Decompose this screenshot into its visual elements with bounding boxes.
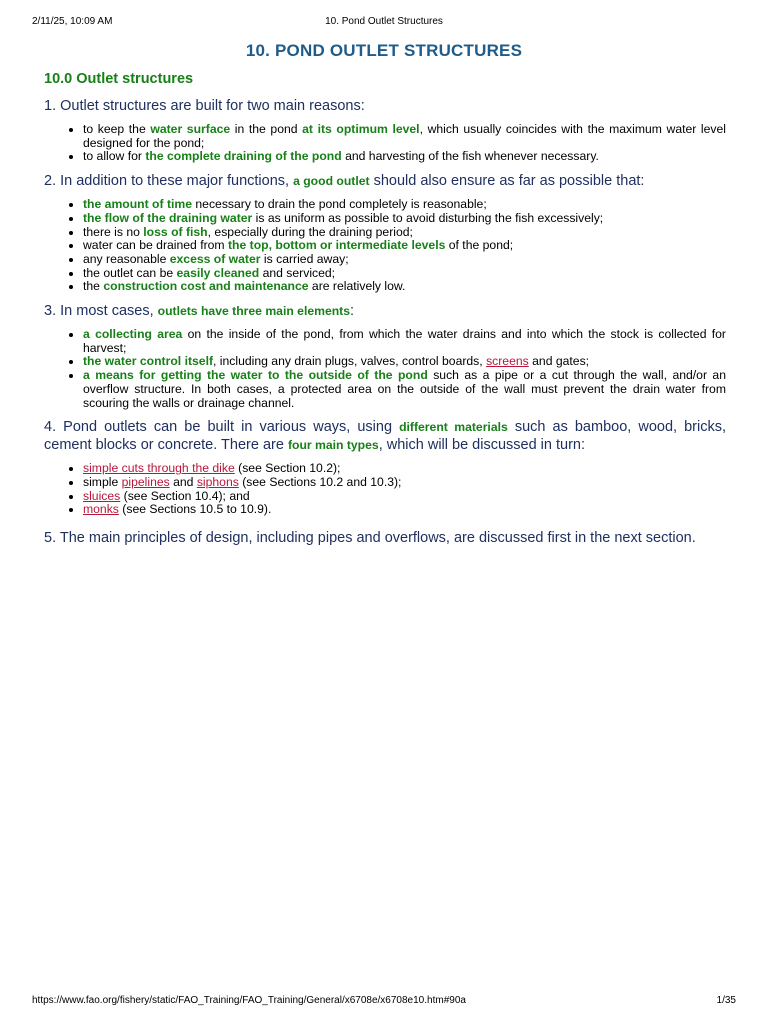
page-number: 1/35 (716, 995, 736, 1006)
paragraph-4: 4. Pond outlets can be built in various ways, using different materials such as bamboo, wood, bricks, cement blocks or concrete. There are four main types, which will be discussed in turn: (44, 419, 726, 454)
print-datetime: 2/11/25, 10:09 AM (32, 16, 113, 27)
list-item: • simple pipelines and siphons (see Sections 10.2 and 10.3); (83, 476, 726, 490)
list-types (44, 462, 726, 517)
document-body (44, 71, 726, 555)
list-item: • simple cuts through the dike (see Section 10.2); (83, 462, 726, 476)
paragraph-3: 3. In most cases, outlets have three main elements: (44, 303, 355, 320)
list-item: • the amount of time necessary to drain the pond completely is reasonable; (83, 198, 726, 212)
paragraph-1: 1. Outlet structures are built for two main reasons: (44, 98, 365, 114)
section-heading: 10.0 Outlet structures (44, 71, 194, 87)
link-siphons[interactable]: siphons (196, 474, 239, 489)
link-simple-cuts[interactable]: simple cuts through the dike (83, 461, 235, 476)
print-url: https://www.fao.org/fishery/static/FAO_Training/FAO_Training/General/x6708e/x6708e10.htm#90a (32, 995, 466, 1006)
list-item: • monks (see Sections 10.5 to 10.9). (83, 503, 726, 517)
list-item: • to keep the water surface in the pond at its optimum level, which usually coincides with the maximum water level designed for the pond; (83, 123, 726, 150)
list-elements (44, 328, 726, 410)
list-item: • a collecting area on the inside of the pond, from which the water drains and into which the stock is collected for harvest; (83, 328, 726, 355)
list-item: • a means for getting the water to the outside of the pond such as a pipe or a cut through the wall, and/or an overflow structure. In both cases, a protected area on the outside of the wall must prevent the drain water from scouring the walls or drainage channel. (83, 369, 726, 410)
link-screens[interactable]: screens (486, 354, 529, 369)
list-item: • sluices (see Section 10.4); and (83, 490, 726, 504)
link-sluices[interactable]: sluices (83, 488, 121, 503)
print-tab-title: 10. Pond Outlet Structures (325, 16, 443, 27)
print-header (32, 16, 736, 30)
list-item: • water can be drained from the top, bottom or intermediate levels of the pond; (83, 239, 726, 253)
list-functions (44, 198, 726, 294)
link-pipelines[interactable]: pipelines (121, 474, 170, 489)
list-item: • to allow for the complete draining of the pond and harvesting of the fish whenever necessary. (83, 150, 726, 164)
paragraph-5: 5. The main principles of design, including pipes and overflows, are discussed first in the next section. (44, 530, 696, 547)
list-item: • the construction cost and maintenance are relatively low. (83, 280, 726, 294)
list-item: • any reasonable excess of water is carried away; (83, 253, 726, 267)
list-item: • there is no loss of fish, especially during the draining period; (83, 226, 726, 240)
list-item: • the water control itself, including any drain plugs, valves, control boards, screens and gates; (83, 355, 726, 369)
print-footer (32, 995, 736, 1009)
link-monks[interactable]: monks (83, 502, 119, 517)
list-item: • the outlet can be easily cleaned and serviced; (83, 267, 726, 281)
list-item: • the flow of the draining water is as uniform as possible to avoid disturbing the fish excessively; (83, 212, 726, 226)
page-title: 10. POND OUTLET STRUCTURES (245, 41, 523, 60)
paragraph-2: 2. In addition to these major functions, a good outlet should also ensure as far as possible that: (44, 173, 645, 190)
list-reasons (44, 123, 726, 164)
